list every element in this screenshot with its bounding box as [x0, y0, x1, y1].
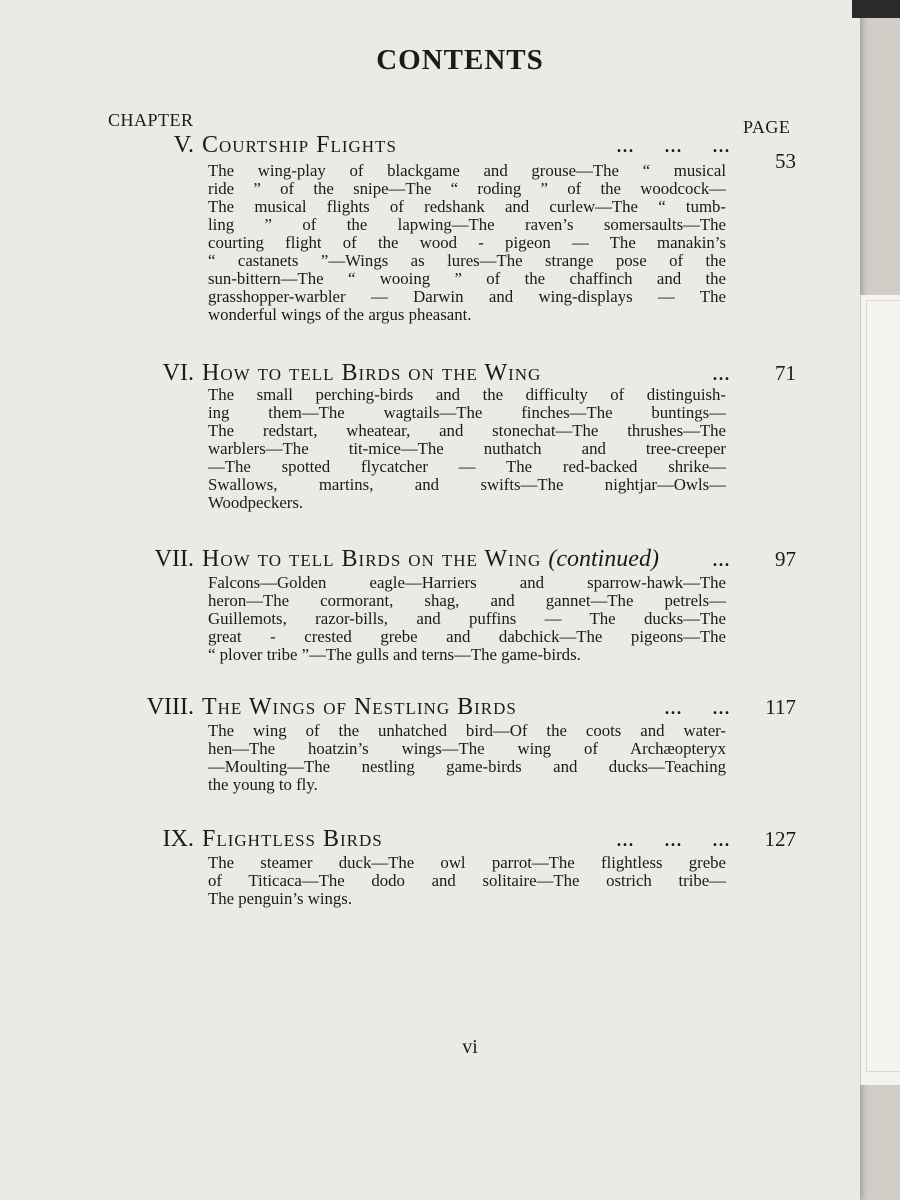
chapter-summary — [208, 386, 726, 512]
dot-leader: ... — [712, 546, 730, 572]
chapter-heading-vi — [110, 360, 796, 387]
chapter-heading-vii — [110, 546, 796, 573]
summary-line: the young to fly. — [208, 775, 318, 794]
summary-line: hen—The hoatzin’s wings—The wing of Archæopteryx — [208, 739, 726, 758]
chapter-column-label: CHAPTER — [108, 110, 194, 130]
adjacent-page-border — [866, 300, 900, 1072]
chapter-summary — [208, 854, 726, 908]
summary-line: —The spotted flycatcher — The red-backed shrike— — [208, 457, 726, 476]
summary-line: The steamer duck—The owl parrot—The flightless grebe — [208, 853, 726, 872]
chapter-summary — [208, 574, 726, 664]
chapter-title: Courtship Flights — [202, 132, 397, 158]
summary-line: The small perching-birds and the difficulty of distinguish- — [208, 385, 726, 404]
chapter-summary — [208, 162, 726, 324]
page-number: 117 — [765, 695, 796, 719]
dot-leader: ... — [712, 360, 730, 386]
summary-line: The penguin’s wings. — [208, 889, 353, 908]
dot-leader: ... ... — [664, 694, 730, 720]
summary-line: warblers—The tit-mice—The nuthatch and tree-creeper — [208, 439, 726, 458]
summary-line: The musical flights of redshank and curlew—The “ tumb- — [208, 197, 726, 216]
summary-line: “ castanets ”—Wings as lures—The strange pose of the — [208, 251, 726, 270]
page-number: 53 — [775, 149, 796, 173]
summary-line: sun-bittern—The “ wooing ” of the chaffinch and the — [208, 269, 726, 288]
page-number: 127 — [764, 827, 796, 851]
summary-line: Woodpeckers. — [208, 493, 304, 512]
summary-line: The wing-play of blackgame and grouse—The “ musical — [208, 161, 726, 180]
chapter-title — [202, 546, 712, 573]
chapter-number: VII. — [154, 546, 194, 572]
summary-line: wonderful wings of the argus pheasant. — [208, 305, 472, 324]
summary-line: ride ” of the snipe—The “ roding ” of the woodcock— — [208, 179, 726, 198]
summary-line: of Titicaca—The dodo and solitaire—The ostrich tribe— — [208, 871, 726, 890]
chapter-number: V. — [173, 132, 194, 158]
chapter-number: IX. — [162, 826, 194, 852]
summary-line: The wing of the unhatched bird—Of the coots and water- — [208, 721, 726, 740]
summary-line: Guillemots, razor-bills, and puffins — The ducks—The — [208, 609, 726, 628]
summary-line: “ plover tribe ”—The gulls and terns—The game-birds. — [208, 645, 581, 664]
summary-line: —Moulting—The nestling game-birds and ducks—Teaching — [208, 757, 726, 776]
chapter-number: VIII. — [146, 694, 194, 720]
summary-line: grasshopper-warbler — Darwin and wing-displays — The — [208, 287, 726, 306]
page-column-label: PAGE — [743, 117, 791, 137]
summary-line: heron—The cormorant, shag, and gannet—The petrels— — [208, 591, 726, 610]
dot-leader: ... ... ... — [616, 826, 730, 852]
summary-line: ling ” of the lapwing—The raven’s somersaults—The — [208, 215, 726, 234]
chapter-summary — [208, 722, 726, 794]
page-number: 71 — [775, 361, 796, 385]
summary-line: The redstart, wheatear, and stonechat—The thrushes—The — [208, 421, 726, 440]
summary-line: great - crested grebe and dabchick—The pigeons—The — [208, 627, 726, 646]
summary-line: Falcons—Golden eagle—Harriers and sparrow-hawk—The — [208, 573, 726, 592]
chapter-title-text: How to tell Birds on the Wing — [202, 546, 542, 572]
summary-line: Swallows, martins, and swifts—The nightjar—Owls— — [208, 475, 726, 494]
summary-line: ing them—The wagtails—The finches—The buntings— — [208, 403, 726, 422]
page-folio: vi — [462, 1036, 478, 1058]
chapter-title: The Wings of Nestling Birds — [202, 694, 517, 720]
background-edge — [852, 0, 900, 18]
chapter-title-suffix: (continued) — [548, 546, 659, 572]
chapter-heading-ix — [110, 826, 796, 853]
dot-leader: ... ... ... — [616, 132, 730, 158]
contents-title: CONTENTS — [376, 44, 544, 76]
chapter-title: How to tell Birds on the Wing — [202, 360, 542, 386]
chapter-heading-viii — [110, 694, 796, 721]
summary-line: courting flight of the wood - pigeon — The manakin’s — [208, 233, 726, 252]
page-number: 97 — [775, 547, 796, 571]
chapter-number: VI. — [162, 360, 194, 386]
chapter-title: Flightless Birds — [202, 826, 383, 852]
